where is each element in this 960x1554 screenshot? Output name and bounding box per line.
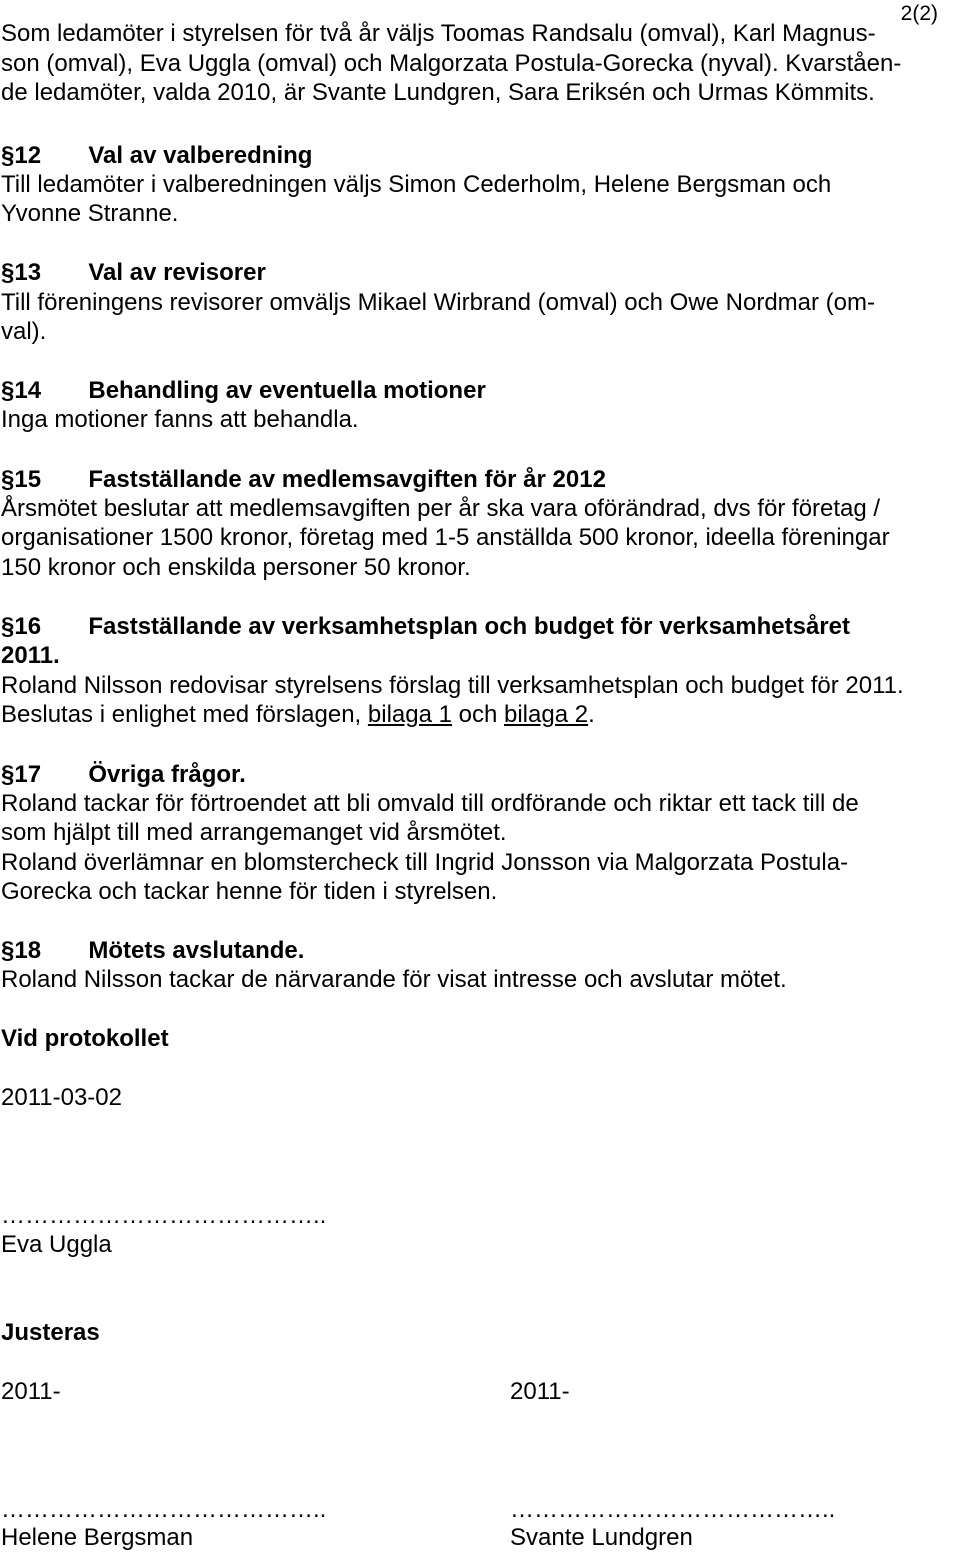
section-sign: § [1,377,15,404]
body-text: och [451,701,504,728]
section-13-body-1: Till föreningens revisorer omväljs Mikael Wirbrand (omval) och Owe Nordmar (om- [1,289,876,316]
justeras-heading: Justeras [1,1319,100,1346]
section-17-body-4: Gorecka och tackar henne för tiden i styrelsen. [1,878,498,905]
section-title: Fastställande av medlemsavgiften för år 2012 [88,466,606,493]
section-13-body-2: val). [1,318,47,345]
section-15-heading [1,466,606,494]
section-number: 15 [14,466,42,493]
section-14-body-1: Inga motioner fanns att behandla. [1,406,359,433]
section-number: 14 [14,377,42,404]
section-title: Övriga frågor. [88,761,246,788]
protocol-date: 2011-03-02 [1,1084,122,1111]
section-number: 17 [14,761,42,788]
section-18-heading [1,937,304,965]
justeras-dots-right: ………………………………….. [510,1496,836,1523]
section-title: Val av valberedning [88,142,313,169]
section-number: 18 [14,937,42,964]
protocol-signer: Eva Uggla [1,1231,112,1258]
section-sign: § [1,937,15,964]
justeras-date-left: 2011- [1,1378,61,1405]
justeras-dots-left: ………………………………….. [1,1496,327,1523]
protocol-heading: Vid protokollet [1,1025,169,1052]
section-sign: § [1,466,15,493]
section-14-heading [1,377,486,405]
section-title: Fastställande av verksamhetsplan och budget för verksamhetsåret [88,613,850,640]
section-16-heading-cont: 2011. [1,642,60,669]
intro-line-3: de ledamöter, valda 2010, är Svante Lundgren, Sara Eriksén och Urmas Kömmits. [1,79,875,106]
bilaga-1-link[interactable]: bilaga 1 [367,701,452,728]
section-number: 12 [14,142,42,169]
section-18-body-1: Roland Nilsson tackar de närvarande för visat intresse och avslutar mötet. [1,966,787,993]
intro-line-1: Som ledamöter i styrelsen för två år väljs Toomas Randsalu (omval), Karl Magnus- [1,20,876,47]
protocol-signature-dots: ………………………………….. [1,1202,327,1229]
section-12-body-1: Till ledamöter i valberedningen väljs Simon Cederholm, Helene Bergsman och [1,171,832,198]
section-title: Val av revisorer [88,259,266,286]
intro-line-2: son (omval), Eva Uggla (omval) och Malgorzata Postula-Gorecka (nyval). Kvarståen- [1,50,902,77]
justeras-signer-right: Svante Lundgren [510,1524,693,1551]
section-13-heading [1,259,266,287]
section-17-heading [1,761,246,789]
body-text: Beslutas i enlighet med förslagen, [1,701,368,728]
section-16-heading [1,613,850,641]
section-15-body-1: Årsmötet beslutar att medlemsavgiften per år ska vara oförändrad, dvs för företag / [1,495,881,522]
section-17-body-3: Roland överlämnar en blomstercheck till Ingrid Jonsson via Malgorzata Postula- [1,849,849,876]
body-text: . [588,701,595,728]
page-number: 2(2) [900,2,938,25]
section-sign: § [1,259,15,286]
section-sign: § [1,142,15,169]
section-number: 13 [14,259,42,286]
section-title: Behandling av eventuella motioner [88,377,486,404]
section-12-heading [1,142,312,170]
section-17-body-1: Roland tackar för förtroendet att bli omvald till ordförande och riktar ett tack till de [1,790,859,817]
section-title: Mötets avslutande. [88,937,305,964]
justeras-date-right: 2011- [510,1378,570,1405]
bilaga-2-link[interactable]: bilaga 2 [504,701,589,728]
section-12-body-2: Yvonne Stranne. [1,200,179,227]
section-number: 16 [14,613,42,640]
section-17-body-2: som hjälpt till med arrangemanget vid årsmötet. [1,819,507,846]
section-sign: § [1,613,15,640]
justeras-signer-left: Helene Bergsman [1,1524,194,1551]
section-15-body-3: 150 kronor och enskilda personer 50 kronor. [1,554,471,581]
section-16-body-2 [1,701,595,729]
section-16-body-1: Roland Nilsson redovisar styrelsens förslag till verksamhetsplan och budget för 2011. [1,672,904,699]
section-sign: § [1,761,15,788]
section-15-body-2: organisationer 1500 kronor, företag med 1-5 anställda 500 kronor, ideella föreningar [1,524,890,551]
